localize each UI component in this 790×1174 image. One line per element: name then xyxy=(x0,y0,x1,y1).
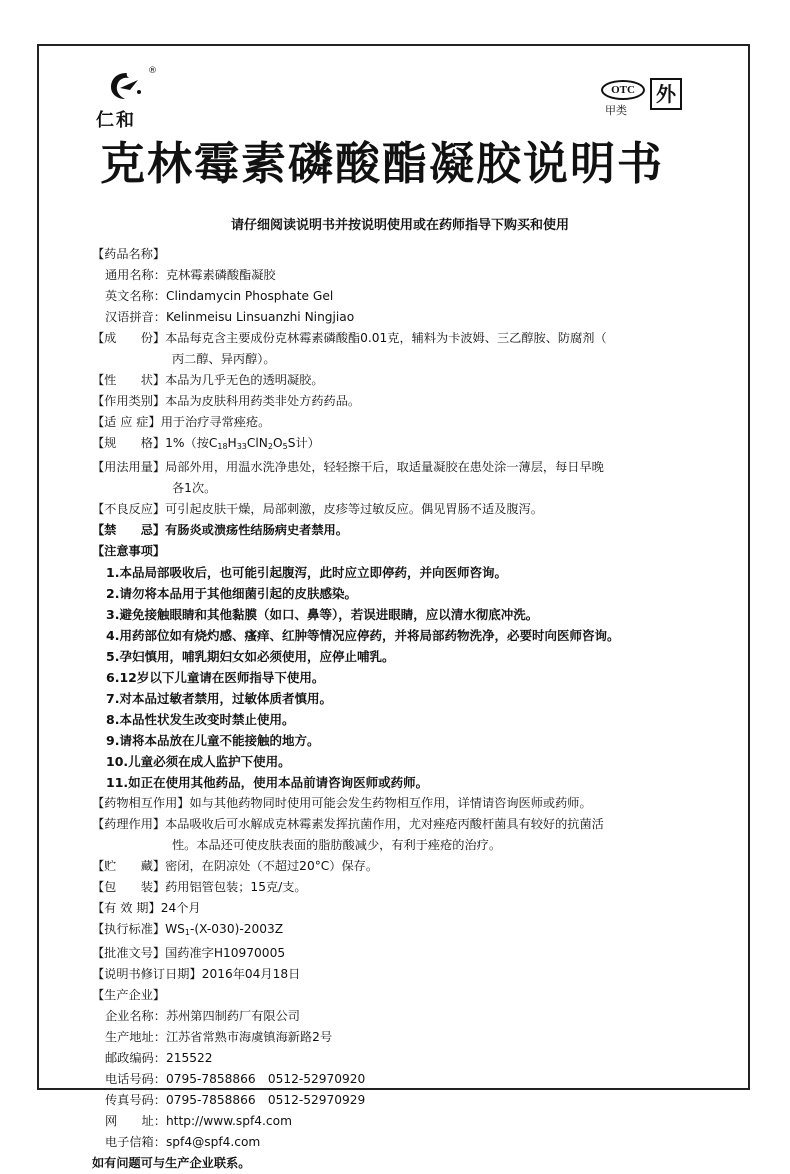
company-name-label: 企业名称： xyxy=(105,1009,166,1023)
postcode-label: 邮政编码： xyxy=(105,1051,166,1065)
company-name-value: 苏州第四制药厂有限公司 xyxy=(165,1009,300,1023)
validity-row xyxy=(92,898,692,919)
pharmacology-value-2: 性。本品还可使皮肤表面的脂肪酸减少，有利于痤疮的治疗。 xyxy=(172,838,502,852)
ingredients-value-1: 本品每克含主要成份克林霉素磷酸酯0.01克，辅料为卡波姆、三乙醇胺、防腐剂（ xyxy=(165,331,607,345)
precaution-item: 4.用药部位如有烧灼感、瘙痒、红肿等情况应停药，并将局部药物洗净，必要时向医师咨询。 xyxy=(106,628,620,643)
precaution-item: 6.12岁以下儿童请在医师指导下使用。 xyxy=(106,670,325,685)
character-label: 【性 状】 xyxy=(92,373,166,387)
email-label: 电子信箱： xyxy=(105,1135,166,1149)
precautions-heading: 【注意事项】 xyxy=(92,544,166,558)
brand-mark-icon xyxy=(108,70,144,102)
website-row xyxy=(92,1111,692,1132)
precaution-item: 5.孕妇慎用，哺乳期妇女如必须使用，应停止哺乳。 xyxy=(106,649,395,664)
storage-value: 密闭，在阴凉处（不超过20°C）保存。 xyxy=(165,859,379,873)
address-row xyxy=(92,1027,692,1048)
approval-label: 【批准文号】 xyxy=(92,946,166,960)
otc-class-label: 甲类 xyxy=(605,104,627,117)
standard-value: $WS_1-(X-030)-2003Z$ xyxy=(165,922,284,937)
otc-label: OTC xyxy=(601,80,645,100)
precaution-item: 11.如正在使用其他药品，使用本品前请咨询医师或药师。 xyxy=(106,775,429,790)
website-label: 网 址： xyxy=(105,1114,166,1128)
package-value: 药用铝管包装；15克/支。 xyxy=(165,880,307,894)
interactions-value: 如与其他药物同时使用可能会发生药物相互作用，详情请咨询医师或药师。 xyxy=(189,796,592,810)
validity-label: 【有 效 期】 xyxy=(92,901,161,915)
contact-footer: 如有问题可与生产企业联系。 xyxy=(92,1156,251,1170)
adverse-value: 可引起皮肤干燥，局部刺激，皮疹等过敏反应。偶见胃肠不适及腹泻。 xyxy=(165,502,543,516)
ingredients-row xyxy=(92,328,692,349)
address-label: 生产地址： xyxy=(105,1030,166,1044)
revision-value: 2016年04月18日 xyxy=(201,967,301,981)
postcode-row xyxy=(92,1048,692,1069)
phone-value: 0795-7858866 0512-52970920 xyxy=(165,1072,366,1086)
storage-label: 【贮 藏】 xyxy=(92,859,166,873)
specification-row xyxy=(92,433,692,457)
precaution-item: 9.请将本品放在儿童不能接触的地方。 xyxy=(106,733,320,748)
drug-name-heading: 【药品名称】 xyxy=(92,247,166,261)
contraindications-label: 【禁 忌】 xyxy=(92,523,166,537)
page-title: 克林霉素磷酸酯凝胶说明书 xyxy=(100,137,665,190)
interactions-row xyxy=(92,793,692,814)
indications-value: 用于治疗寻常痤疮。 xyxy=(160,415,271,429)
postcode-value: 215522 xyxy=(165,1051,213,1065)
adverse-row xyxy=(92,499,692,520)
common-name-label: 通用名称： xyxy=(105,268,166,282)
phone-label: 电话号码： xyxy=(105,1072,166,1086)
package-row xyxy=(92,877,692,898)
precaution-item: 10.儿童必须在成人监护下使用。 xyxy=(106,754,291,769)
storage-row xyxy=(92,856,692,877)
pharmacology-row xyxy=(92,814,692,835)
indications-label: 【适 应 症】 xyxy=(92,415,161,429)
precaution-item: 1.本品局部吸收后，也可能引起腹泻，此时应立即停药，并向医师咨询。 xyxy=(106,565,507,580)
company-name-row xyxy=(92,1006,692,1027)
pharmacology-value-1: 本品吸收后可水解成克林霉素发挥抗菌作用，尤对痤疮丙酸杆菌具有较好的抗菌活 xyxy=(165,817,604,831)
character-value: 本品为几乎无色的透明凝胶。 xyxy=(165,373,324,387)
pharmacology-label: 【药理作用】 xyxy=(92,817,166,831)
revision-row xyxy=(92,964,692,985)
manufacturer-heading: 【生产企业】 xyxy=(92,988,166,1002)
pinyin-name-label: 汉语拼音： xyxy=(105,310,166,324)
precaution-item: 3.避免接触眼睛和其他黏膜（如口、鼻等），若误进眼睛，应以清水彻底冲洗。 xyxy=(106,607,539,622)
indications-row xyxy=(92,412,692,433)
standard-row xyxy=(92,919,692,943)
address-value: 江苏省常熟市海虞镇海新路2号 xyxy=(165,1030,333,1044)
approval-row xyxy=(92,943,692,964)
specification-label: 【规 格】 xyxy=(92,436,166,450)
fax-label: 传真号码： xyxy=(105,1093,166,1107)
dosage-value-2: 各1次。 xyxy=(172,481,217,495)
phone-row xyxy=(92,1069,692,1090)
validity-value: 24个月 xyxy=(160,901,201,915)
standard-label: 【执行标准】 xyxy=(92,922,166,936)
category-row xyxy=(92,391,692,412)
page-subtitle: 请仔细阅读说明书并按说明使用或在药师指导下购买和使用 xyxy=(230,218,569,233)
revision-label: 【说明书修订日期】 xyxy=(92,967,202,981)
precaution-item: 8.本品性状发生改变时禁止使用。 xyxy=(106,712,295,727)
category-label: 【作用类别】 xyxy=(92,394,166,408)
english-name-value: Clindamycin Phosphate Gel xyxy=(165,289,334,303)
common-name-row xyxy=(92,265,692,286)
ingredients-label: 【成 份】 xyxy=(92,331,166,345)
interactions-label: 【药物相互作用】 xyxy=(92,796,190,810)
fax-value: 0795-7858866 0512-52970929 xyxy=(165,1093,366,1107)
english-name-label: 英文名称： xyxy=(105,289,166,303)
dosage-label: 【用法用量】 xyxy=(92,460,166,474)
registered-mark: ® xyxy=(148,66,157,76)
instruction-content xyxy=(92,244,692,1174)
email-row xyxy=(92,1132,692,1153)
character-row xyxy=(92,370,692,391)
contraindications-row xyxy=(92,520,692,541)
email-value: spf4@spf4.com xyxy=(165,1135,261,1149)
fax-row xyxy=(92,1090,692,1111)
common-name-value: 克林霉素磷酸酯凝胶 xyxy=(165,268,276,282)
adverse-label: 【不良反应】 xyxy=(92,502,166,516)
brand-logo xyxy=(78,66,158,132)
pinyin-name-value: Kelinmeisu Linsuanzhi Ningjiao xyxy=(165,310,355,324)
specification-value: 1%（按$C_{18}H_{33}ClN_2O_5S$计） xyxy=(165,436,320,451)
ingredients-value-2: 丙二醇、异丙醇）。 xyxy=(172,352,276,366)
dosage-value-1: 局部外用，用温水洗净患处，轻轻擦干后，取适量凝胶在患处涂一薄层，每日早晚 xyxy=(165,460,604,474)
package-label: 【包 装】 xyxy=(92,880,166,894)
approval-value: 国药准字H10970005 xyxy=(165,946,286,960)
external-use-badge: 外 xyxy=(650,78,682,110)
pinyin-name-row xyxy=(92,307,692,328)
category-value: 本品为皮肤科用药类非处方药药品。 xyxy=(165,394,361,408)
english-name-row xyxy=(92,286,692,307)
brand-name: 仁和 xyxy=(96,110,136,131)
contraindications-value: 有肠炎或溃疡性结肠病史者禁用。 xyxy=(165,523,348,537)
dosage-row xyxy=(92,457,692,478)
website-value: http://www.spf4.com xyxy=(165,1114,292,1128)
precaution-item: 2.请勿将本品用于其他细菌引起的皮肤感染。 xyxy=(106,586,357,601)
precaution-item: 7.对本品过敏者禁用，过敏体质者慎用。 xyxy=(106,691,332,706)
otc-badge xyxy=(601,80,647,116)
